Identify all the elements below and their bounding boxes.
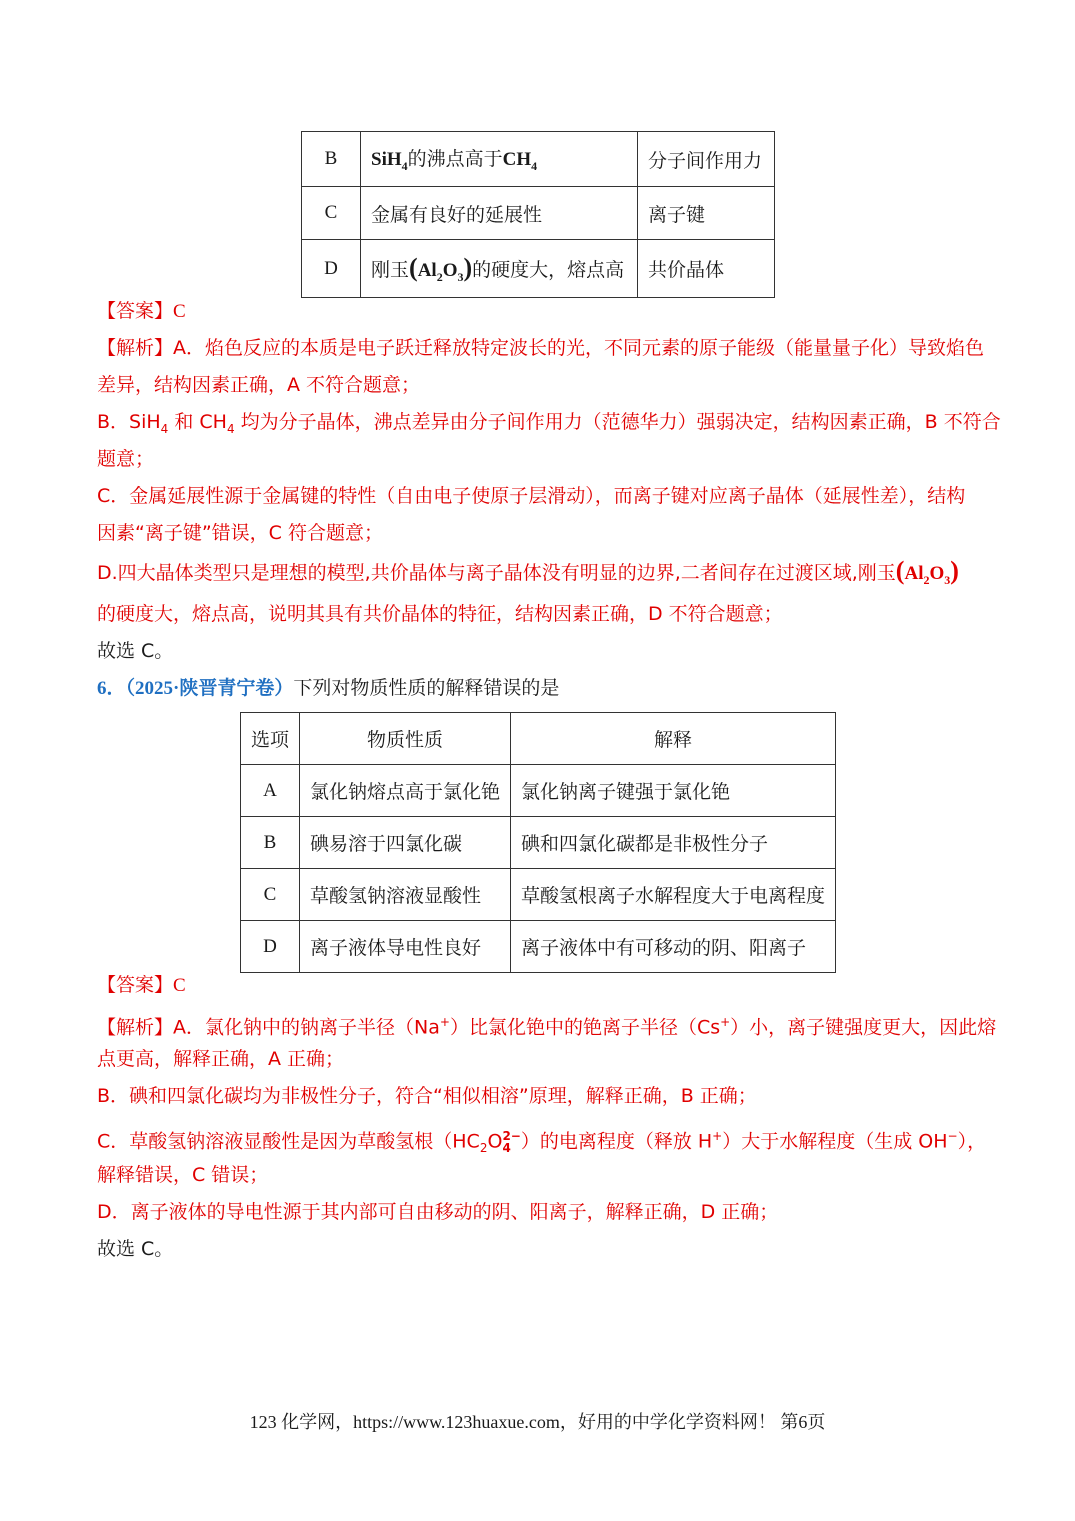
analysis-line: 故选 C。 [97, 1238, 174, 1260]
q6-answer: 【答案】C [97, 974, 186, 996]
explanation-cell: 草酸氢根离子水解程度大于电离程度 [511, 869, 836, 921]
column-header: 解释 [511, 713, 836, 765]
property-cell: 刚玉$(Al_2O_3)$的硬度大，熔点高 [361, 240, 638, 298]
option-letter: D [302, 240, 361, 298]
table-header-row [241, 713, 836, 765]
analysis-line: B．碘和四氯化碳均为非极性分子，符合“相似相溶”原理，解释正确，B 正确； [97, 1085, 757, 1107]
analysis-line: D.四大晶体类型只是理想的模型,共价晶体与离子晶体没有明显的边界,二者间存在过渡区域,刚玉$(Al_2O_3)$ [97, 556, 959, 587]
column-header: 物质性质 [300, 713, 511, 765]
analysis-line: 【解析】A．氯化钠中的钠离子半径（Na+）比氯化铯中的铯离子半径（Cs+）小，离子键强度更大，因此熔 [97, 1015, 997, 1039]
analysis-line: 差异，结构因素正确，A 不符合题意； [97, 374, 421, 396]
q6-heading: 6．（2025·陕晋青宁卷）下列对物质性质的解释错误的是 [97, 677, 560, 699]
option-letter: C [302, 187, 361, 240]
option-letter: A [241, 765, 300, 817]
property-cell: 氯化钠熔点高于氯化铯 [300, 765, 511, 817]
analysis-line: 题意； [97, 448, 155, 470]
property-cell: SiH$_4$的沸点高于$CH_4$ [361, 132, 638, 187]
explanation-cell: 碘和四氯化碳都是非极性分子 [511, 817, 836, 869]
table-row [302, 187, 775, 240]
analysis-line: 点更高，解释正确，A 正确； [97, 1048, 345, 1070]
table-row [241, 765, 836, 817]
table-q6-options [240, 712, 836, 973]
option-letter: D [241, 921, 300, 973]
analysis-line: 故选 C。 [97, 640, 174, 662]
q6-stem: 下列对物质性质的解释错误的是 [293, 677, 560, 699]
analysis-line: 因素“离子键”错误，C 符合题意； [97, 522, 383, 544]
option-letter: B [241, 817, 300, 869]
page-footer: 123 化学网，https://www.123huaxue.com，好用的中学化学资料网！ 第6页 [249, 1412, 826, 1432]
option-letter: B [302, 132, 361, 187]
factor-cell: 离子键 [638, 187, 775, 240]
property-cell: 碘易溶于四氯化碳 [300, 817, 511, 869]
table-row [241, 921, 836, 973]
analysis-line: 解释错误，C 错误； [97, 1164, 269, 1186]
explanation-cell: 离子液体中有可移动的阴、阳离子 [511, 921, 836, 973]
analysis-line: C．草酸氢钠溶液显酸性是因为草酸氢根（$HC_2O$ 2− 4 ）的电离程度（释放 H+）大于水解程度（生成 OH−）， [97, 1128, 987, 1156]
property-cell: 离子液体导电性良好 [300, 921, 511, 973]
factor-cell: 共价晶体 [638, 240, 775, 298]
analysis-line: C．金属延展性源于金属键的特性（自由电子使原子层滑动），而离子键对应离子晶体（延展性差），结构 [97, 485, 966, 507]
table-q5-options [301, 131, 775, 298]
column-header: 选项 [241, 713, 300, 765]
factor-cell: 分子间作用力 [638, 132, 775, 187]
q5-answer: 【答案】C [97, 300, 186, 322]
table-row [302, 240, 775, 298]
property-cell: 草酸氢钠溶液显酸性 [300, 869, 511, 921]
analysis-line: 的硬度大，熔点高，说明其具有共价晶体的特征，结构因素正确，D 不符合题意； [97, 603, 783, 625]
option-letter: C [241, 869, 300, 921]
analysis-line: B．SiH$_4$ 和 $CH_4$ 均为分子晶体，沸点差异由分子间作用力（范德华力）强弱决定，结构因素正确，B 不符合 [97, 411, 1001, 436]
analysis-line: D．离子液体的导电性源于其内部可自由移动的阴、阳离子，解释正确，D 正确； [97, 1201, 779, 1223]
table-row [302, 132, 775, 187]
table-row [241, 869, 836, 921]
property-cell: 金属有良好的延展性 [361, 187, 638, 240]
analysis-line: 【解析】A．焰色反应的本质是电子跃迁释放特定波长的光，不同元素的原子能级（能量量子化）导致焰色 [97, 337, 985, 359]
explanation-cell: 氯化钠离子键强于氯化铯 [511, 765, 836, 817]
table-row [241, 817, 836, 869]
